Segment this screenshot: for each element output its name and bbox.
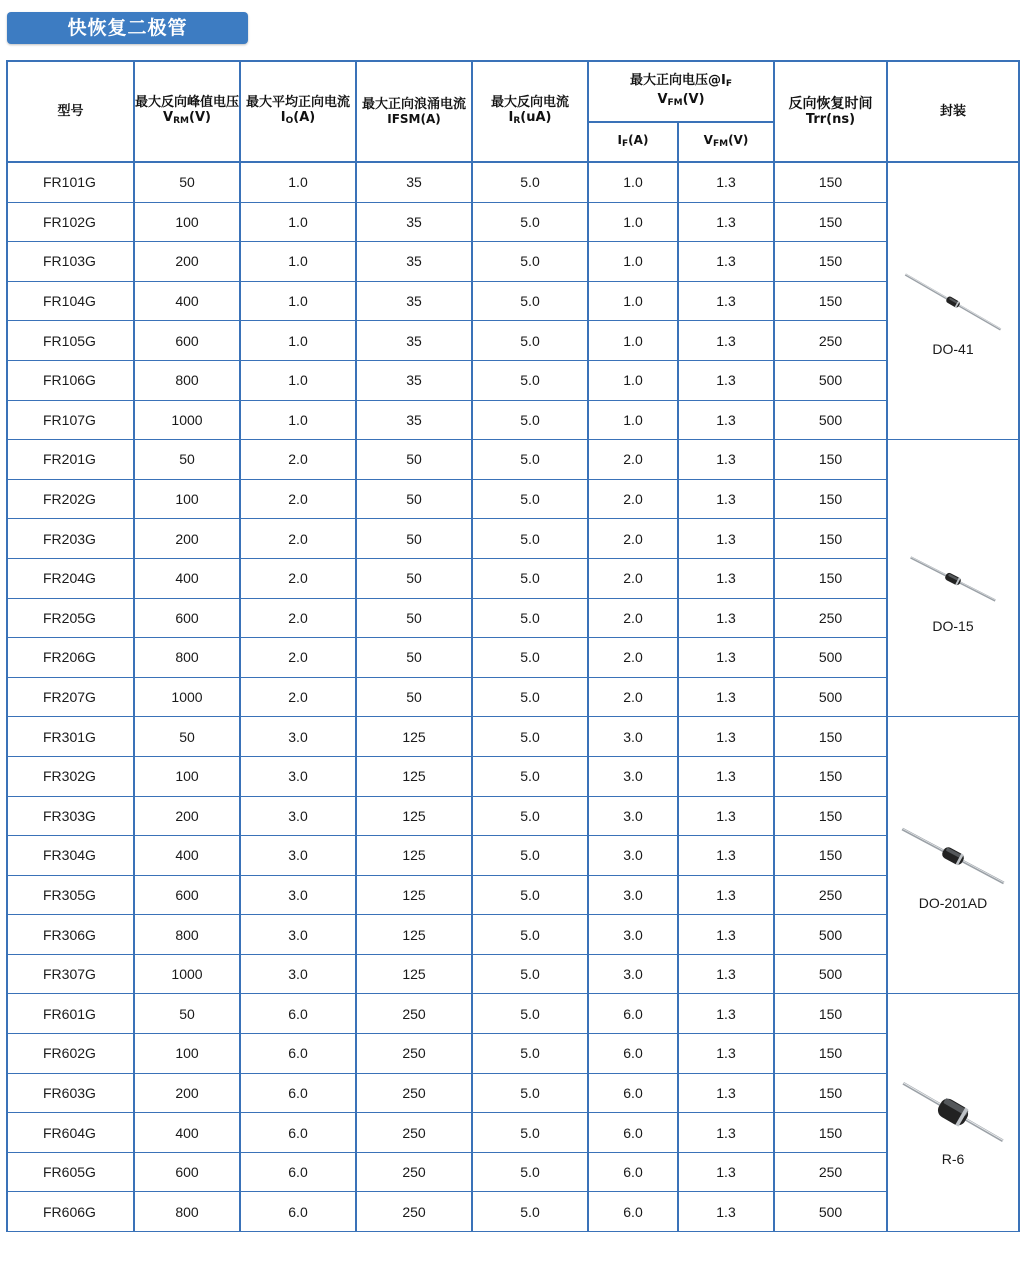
cell-trr: 500 <box>774 677 887 717</box>
header-vfm: $V_{FM}(V)$ <box>678 122 774 162</box>
cell-trr: 150 <box>774 756 887 796</box>
cell-vrm: 100 <box>134 479 240 519</box>
cell-ir: 5.0 <box>472 202 588 242</box>
cell-trr: 150 <box>774 836 887 876</box>
cell-vfm: 1.3 <box>678 677 774 717</box>
package-cell <box>887 994 1019 1232</box>
table-row <box>7 915 1019 955</box>
table-row <box>7 1192 1019 1232</box>
table-row <box>7 756 1019 796</box>
cell-vfm: 1.3 <box>678 954 774 994</box>
cell-ifsm: 35 <box>356 202 472 242</box>
cell-model: FR605G <box>7 1152 134 1192</box>
cell-io: 1.0 <box>240 281 356 321</box>
table-row <box>7 400 1019 440</box>
cell-ir: 5.0 <box>472 1073 588 1113</box>
cell-trr: 150 <box>774 796 887 836</box>
package-cell <box>887 440 1019 717</box>
cell-ifsm: 50 <box>356 558 472 598</box>
cell-trr: 150 <box>774 202 887 242</box>
cell-ifsm: 50 <box>356 479 472 519</box>
cell-vfm: 1.3 <box>678 756 774 796</box>
cell-if: 3.0 <box>588 954 678 994</box>
cell-vrm: 200 <box>134 1073 240 1113</box>
cell-io: 1.0 <box>240 400 356 440</box>
cell-ir: 5.0 <box>472 400 588 440</box>
cell-if: 3.0 <box>588 717 678 757</box>
cell-model: FR205G <box>7 598 134 638</box>
cell-ir: 5.0 <box>472 875 588 915</box>
cell-if: 6.0 <box>588 1192 678 1232</box>
table-row <box>7 479 1019 519</box>
diode-package-icon <box>893 544 1013 614</box>
cell-model: FR301G <box>7 717 134 757</box>
cell-ir: 5.0 <box>472 321 588 361</box>
cell-vfm: 1.3 <box>678 360 774 400</box>
cell-if: 6.0 <box>588 1034 678 1074</box>
table-row <box>7 717 1019 757</box>
cell-model: FR101G <box>7 162 134 202</box>
cell-vrm: 100 <box>134 202 240 242</box>
header-model: 型号 <box>7 61 134 162</box>
table-row <box>7 1073 1019 1113</box>
cell-vfm: 1.3 <box>678 915 774 955</box>
cell-io: 3.0 <box>240 915 356 955</box>
table-row <box>7 281 1019 321</box>
cell-ir: 5.0 <box>472 994 588 1034</box>
cell-vrm: 600 <box>134 875 240 915</box>
cell-trr: 500 <box>774 400 887 440</box>
header-trr: 反向恢复时间 Trr(ns) <box>774 61 887 162</box>
package-label: DO-201AD <box>918 895 988 912</box>
cell-io: 3.0 <box>240 954 356 994</box>
cell-trr: 150 <box>774 717 887 757</box>
diode-package-icon <box>893 821 1013 891</box>
cell-vrm: 800 <box>134 915 240 955</box>
diode-package-icon <box>893 1077 1013 1147</box>
cell-model: FR203G <box>7 519 134 559</box>
header-vf: 最大正向电压$@I_F$ $V_{FM}(V)$ <box>588 61 774 122</box>
cell-if: 1.0 <box>588 360 678 400</box>
table-row <box>7 202 1019 242</box>
cell-ifsm: 35 <box>356 360 472 400</box>
cell-ifsm: 50 <box>356 519 472 559</box>
table-row <box>7 836 1019 876</box>
cell-ir: 5.0 <box>472 242 588 282</box>
cell-if: 2.0 <box>588 598 678 638</box>
cell-trr: 150 <box>774 1113 887 1153</box>
cell-if: 1.0 <box>588 242 678 282</box>
cell-ir: 5.0 <box>472 519 588 559</box>
cell-trr: 150 <box>774 1073 887 1113</box>
cell-vrm: 600 <box>134 321 240 361</box>
cell-io: 6.0 <box>240 1152 356 1192</box>
cell-vrm: 50 <box>134 994 240 1034</box>
cell-vrm: 400 <box>134 281 240 321</box>
table-row <box>7 360 1019 400</box>
cell-ir: 5.0 <box>472 756 588 796</box>
cell-trr: 150 <box>774 519 887 559</box>
header-if: $I_F(A)$ <box>588 122 678 162</box>
cell-io: 6.0 <box>240 994 356 1034</box>
table-body <box>7 162 1019 1232</box>
cell-io: 3.0 <box>240 796 356 836</box>
cell-trr: 150 <box>774 440 887 480</box>
cell-io: 3.0 <box>240 717 356 757</box>
cell-model: FR107G <box>7 400 134 440</box>
cell-if: 1.0 <box>588 281 678 321</box>
cell-vfm: 1.3 <box>678 717 774 757</box>
cell-ifsm: 250 <box>356 1073 472 1113</box>
cell-model: FR204G <box>7 558 134 598</box>
cell-ifsm: 125 <box>356 875 472 915</box>
cell-if: 1.0 <box>588 400 678 440</box>
cell-ir: 5.0 <box>472 162 588 202</box>
cell-trr: 150 <box>774 281 887 321</box>
cell-io: 2.0 <box>240 638 356 678</box>
table-row <box>7 440 1019 480</box>
cell-ir: 5.0 <box>472 915 588 955</box>
cell-io: 1.0 <box>240 202 356 242</box>
cell-vfm: 1.3 <box>678 1113 774 1153</box>
cell-ifsm: 125 <box>356 756 472 796</box>
cell-vfm: 1.3 <box>678 519 774 559</box>
table-row <box>7 638 1019 678</box>
cell-vrm: 1000 <box>134 954 240 994</box>
cell-model: FR206G <box>7 638 134 678</box>
cell-vfm: 1.3 <box>678 796 774 836</box>
cell-ir: 5.0 <box>472 677 588 717</box>
package-label: R-6 <box>941 1150 965 1167</box>
table-row <box>7 242 1019 282</box>
cell-ir: 5.0 <box>472 796 588 836</box>
cell-if: 3.0 <box>588 875 678 915</box>
cell-ifsm: 35 <box>356 162 472 202</box>
cell-vfm: 1.3 <box>678 202 774 242</box>
cell-ifsm: 50 <box>356 638 472 678</box>
cell-io: 1.0 <box>240 162 356 202</box>
cell-model: FR103G <box>7 242 134 282</box>
header-vrm: 最大反向峰值电压 $V_{RM}(V)$ <box>134 61 240 162</box>
package-label: DO-15 <box>932 618 974 635</box>
cell-model: FR307G <box>7 954 134 994</box>
package-cell <box>887 162 1019 440</box>
cell-trr: 250 <box>774 598 887 638</box>
cell-vfm: 1.3 <box>678 242 774 282</box>
cell-if: 2.0 <box>588 440 678 480</box>
cell-ifsm: 125 <box>356 954 472 994</box>
cell-vfm: 1.3 <box>678 1073 774 1113</box>
header-package: 封装 <box>887 61 1019 162</box>
table-row <box>7 796 1019 836</box>
cell-io: 6.0 <box>240 1192 356 1232</box>
cell-vfm: 1.3 <box>678 836 774 876</box>
cell-ifsm: 50 <box>356 440 472 480</box>
cell-ir: 5.0 <box>472 717 588 757</box>
cell-vrm: 50 <box>134 440 240 480</box>
cell-model: FR302G <box>7 756 134 796</box>
header-ifsm: 最大正向浪涌电流 IFSM(A) <box>356 61 472 162</box>
cell-vrm: 50 <box>134 162 240 202</box>
cell-model: FR602G <box>7 1034 134 1074</box>
cell-model: FR304G <box>7 836 134 876</box>
cell-if: 6.0 <box>588 1113 678 1153</box>
cell-vrm: 600 <box>134 1152 240 1192</box>
cell-trr: 250 <box>774 875 887 915</box>
cell-model: FR106G <box>7 360 134 400</box>
cell-vrm: 50 <box>134 717 240 757</box>
cell-vfm: 1.3 <box>678 281 774 321</box>
cell-vfm: 1.3 <box>678 558 774 598</box>
table-row <box>7 875 1019 915</box>
cell-if: 3.0 <box>588 796 678 836</box>
cell-if: 2.0 <box>588 677 678 717</box>
cell-model: FR601G <box>7 994 134 1034</box>
cell-io: 3.0 <box>240 836 356 876</box>
cell-trr: 150 <box>774 558 887 598</box>
cell-vfm: 1.3 <box>678 479 774 519</box>
cell-if: 1.0 <box>588 162 678 202</box>
table-row <box>7 519 1019 559</box>
section-title-badge <box>7 12 248 44</box>
package-cell <box>887 717 1019 994</box>
cell-vfm: 1.3 <box>678 598 774 638</box>
cell-if: 3.0 <box>588 836 678 876</box>
cell-io: 2.0 <box>240 598 356 638</box>
cell-vrm: 800 <box>134 360 240 400</box>
cell-trr: 500 <box>774 915 887 955</box>
diode-package-icon <box>893 267 1013 337</box>
cell-vfm: 1.3 <box>678 875 774 915</box>
cell-if: 1.0 <box>588 202 678 242</box>
cell-vfm: 1.3 <box>678 400 774 440</box>
cell-vrm: 1000 <box>134 677 240 717</box>
cell-if: 6.0 <box>588 1152 678 1192</box>
cell-trr: 150 <box>774 242 887 282</box>
cell-vrm: 200 <box>134 242 240 282</box>
cell-ir: 5.0 <box>472 479 588 519</box>
cell-if: 2.0 <box>588 519 678 559</box>
cell-ifsm: 35 <box>356 242 472 282</box>
cell-ir: 5.0 <box>472 440 588 480</box>
cell-ifsm: 250 <box>356 1034 472 1074</box>
cell-if: 2.0 <box>588 638 678 678</box>
cell-if: 2.0 <box>588 479 678 519</box>
cell-if: 3.0 <box>588 756 678 796</box>
cell-ir: 5.0 <box>472 360 588 400</box>
cell-io: 3.0 <box>240 756 356 796</box>
cell-vfm: 1.3 <box>678 1192 774 1232</box>
cell-ifsm: 125 <box>356 915 472 955</box>
cell-if: 3.0 <box>588 915 678 955</box>
cell-ifsm: 250 <box>356 1113 472 1153</box>
cell-io: 2.0 <box>240 558 356 598</box>
cell-trr: 150 <box>774 479 887 519</box>
cell-ifsm: 35 <box>356 321 472 361</box>
diode-spec-table <box>6 60 1020 1232</box>
cell-vrm: 400 <box>134 836 240 876</box>
header-io: 最大平均正向电流 $I_O(A)$ <box>240 61 356 162</box>
cell-model: FR207G <box>7 677 134 717</box>
table-row <box>7 994 1019 1034</box>
cell-vrm: 400 <box>134 558 240 598</box>
cell-model: FR102G <box>7 202 134 242</box>
cell-vfm: 1.3 <box>678 994 774 1034</box>
cell-trr: 150 <box>774 994 887 1034</box>
cell-io: 6.0 <box>240 1113 356 1153</box>
table-row <box>7 1034 1019 1074</box>
cell-vfm: 1.3 <box>678 440 774 480</box>
cell-ifsm: 50 <box>356 598 472 638</box>
cell-ir: 5.0 <box>472 281 588 321</box>
cell-ifsm: 50 <box>356 677 472 717</box>
cell-trr: 150 <box>774 1034 887 1074</box>
cell-model: FR305G <box>7 875 134 915</box>
cell-io: 2.0 <box>240 519 356 559</box>
table-row <box>7 1152 1019 1192</box>
header-ir: 最大反向电流 $I_R(uA)$ <box>472 61 588 162</box>
cell-model: FR303G <box>7 796 134 836</box>
table-row <box>7 162 1019 202</box>
section-title: 快恢复二极管 <box>67 17 188 39</box>
cell-trr: 500 <box>774 360 887 400</box>
cell-io: 2.0 <box>240 440 356 480</box>
cell-vfm: 1.3 <box>678 321 774 361</box>
cell-vrm: 400 <box>134 1113 240 1153</box>
cell-ifsm: 125 <box>356 836 472 876</box>
cell-trr: 500 <box>774 954 887 994</box>
cell-vfm: 1.3 <box>678 1152 774 1192</box>
cell-vrm: 1000 <box>134 400 240 440</box>
cell-io: 6.0 <box>240 1034 356 1074</box>
cell-if: 6.0 <box>588 994 678 1034</box>
cell-vfm: 1.3 <box>678 1034 774 1074</box>
cell-if: 6.0 <box>588 1073 678 1113</box>
cell-vrm: 200 <box>134 519 240 559</box>
cell-model: FR105G <box>7 321 134 361</box>
cell-io: 6.0 <box>240 1073 356 1113</box>
cell-ifsm: 125 <box>356 717 472 757</box>
cell-ir: 5.0 <box>472 836 588 876</box>
cell-trr: 500 <box>774 638 887 678</box>
cell-vrm: 800 <box>134 638 240 678</box>
cell-ir: 5.0 <box>472 598 588 638</box>
cell-vrm: 200 <box>134 796 240 836</box>
cell-vfm: 1.3 <box>678 638 774 678</box>
cell-io: 1.0 <box>240 360 356 400</box>
cell-trr: 250 <box>774 1152 887 1192</box>
cell-vfm: 1.3 <box>678 162 774 202</box>
cell-ifsm: 35 <box>356 281 472 321</box>
cell-if: 2.0 <box>588 558 678 598</box>
cell-ir: 5.0 <box>472 1034 588 1074</box>
cell-trr: 250 <box>774 321 887 361</box>
cell-if: 1.0 <box>588 321 678 361</box>
table-row <box>7 321 1019 361</box>
cell-model: FR202G <box>7 479 134 519</box>
cell-model: FR306G <box>7 915 134 955</box>
cell-vrm: 100 <box>134 1034 240 1074</box>
cell-trr: 150 <box>774 162 887 202</box>
table-row <box>7 954 1019 994</box>
cell-trr: 500 <box>774 1192 887 1232</box>
cell-ir: 5.0 <box>472 1192 588 1232</box>
cell-ir: 5.0 <box>472 1113 588 1153</box>
cell-model: FR606G <box>7 1192 134 1232</box>
cell-ifsm: 250 <box>356 1152 472 1192</box>
package-label: DO-41 <box>932 341 974 358</box>
cell-model: FR603G <box>7 1073 134 1113</box>
cell-io: 1.0 <box>240 242 356 282</box>
cell-model: FR604G <box>7 1113 134 1153</box>
cell-ir: 5.0 <box>472 1152 588 1192</box>
table-row <box>7 1113 1019 1153</box>
cell-vrm: 800 <box>134 1192 240 1232</box>
cell-model: FR104G <box>7 281 134 321</box>
cell-io: 3.0 <box>240 875 356 915</box>
cell-io: 1.0 <box>240 321 356 361</box>
cell-ir: 5.0 <box>472 638 588 678</box>
cell-ifsm: 250 <box>356 1192 472 1232</box>
cell-ifsm: 125 <box>356 796 472 836</box>
cell-io: 2.0 <box>240 677 356 717</box>
table-row <box>7 558 1019 598</box>
cell-vrm: 600 <box>134 598 240 638</box>
table-row <box>7 677 1019 717</box>
cell-vrm: 100 <box>134 756 240 796</box>
cell-model: FR201G <box>7 440 134 480</box>
table-row <box>7 598 1019 638</box>
cell-io: 2.0 <box>240 479 356 519</box>
cell-ir: 5.0 <box>472 954 588 994</box>
cell-ifsm: 250 <box>356 994 472 1034</box>
cell-ir: 5.0 <box>472 558 588 598</box>
cell-ifsm: 35 <box>356 400 472 440</box>
